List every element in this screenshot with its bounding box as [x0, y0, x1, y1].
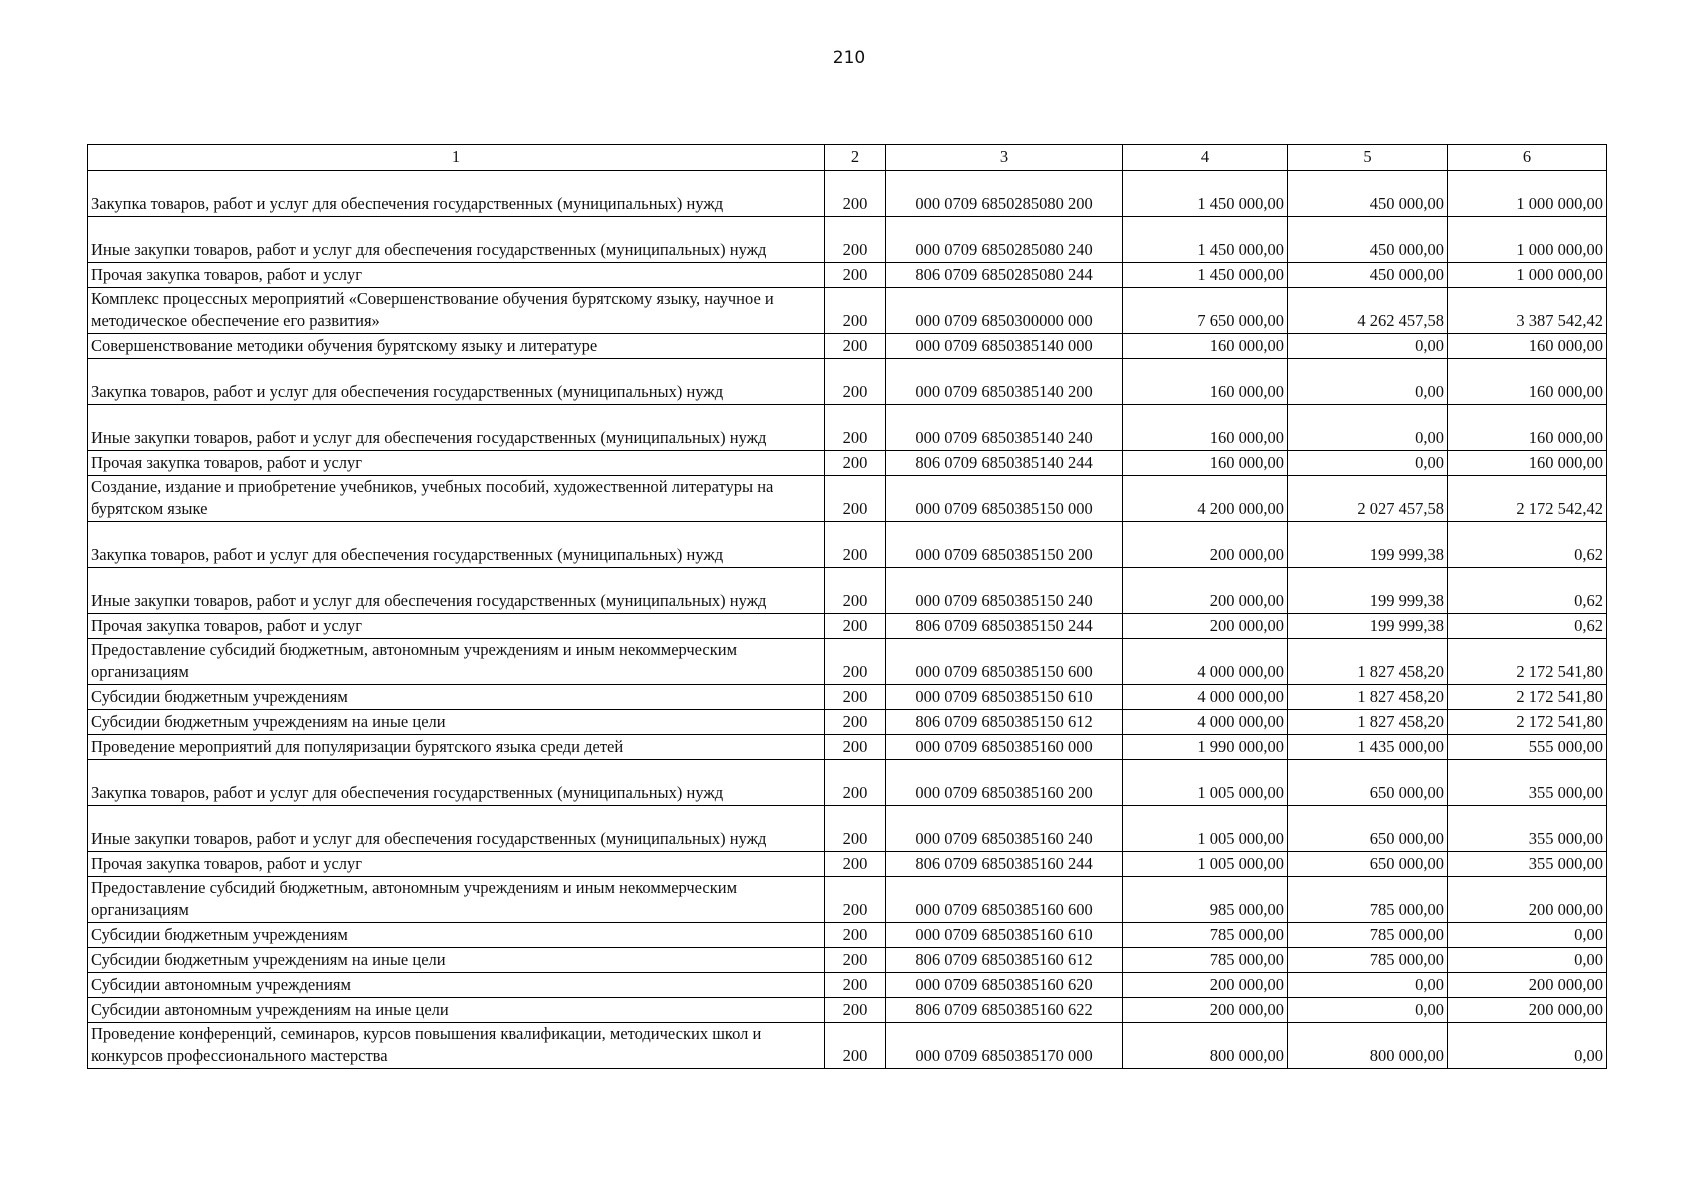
row-value-col4: 160 000,00 [1123, 359, 1288, 405]
row-classification-cell: 000 0709 6850385170 000 [886, 1023, 1123, 1069]
row-value-col6: 200 000,00 [1448, 877, 1607, 923]
row-name-cell: Иные закупки товаров, работ и услуг для обеспечения государственных (муниципальных) нужд [88, 405, 825, 451]
table-row [88, 685, 1607, 710]
row-code-cell: 200 [825, 735, 886, 760]
row-value-col4: 200 000,00 [1123, 568, 1288, 614]
table-row [88, 1023, 1607, 1069]
table-row [88, 760, 1607, 806]
row-value-col6: 160 000,00 [1448, 359, 1607, 405]
table-row [88, 359, 1607, 405]
row-value-col6: 3 387 542,42 [1448, 288, 1607, 334]
row-code-cell: 200 [825, 614, 886, 639]
table-row [88, 639, 1607, 685]
row-value-col4: 160 000,00 [1123, 334, 1288, 359]
row-value-col5: 199 999,38 [1288, 522, 1448, 568]
row-classification-cell: 806 0709 6850385160 622 [886, 998, 1123, 1023]
row-value-col4: 4 000 000,00 [1123, 710, 1288, 735]
table-row [88, 735, 1607, 760]
row-value-col5: 0,00 [1288, 973, 1448, 998]
row-code-cell: 200 [825, 217, 886, 263]
row-classification-cell: 000 0709 6850385160 610 [886, 923, 1123, 948]
row-value-col4: 1 450 000,00 [1123, 263, 1288, 288]
row-name-cell: Прочая закупка товаров, работ и услуг [88, 451, 825, 476]
row-classification-cell: 000 0709 6850385140 200 [886, 359, 1123, 405]
row-name-cell: Прочая закупка товаров, работ и услуг [88, 614, 825, 639]
row-name-cell: Субсидии автономным учреждениям [88, 973, 825, 998]
row-code-cell: 200 [825, 522, 886, 568]
row-value-col5: 450 000,00 [1288, 217, 1448, 263]
table-row [88, 973, 1607, 998]
row-name-cell: Субсидии бюджетным учреждениям [88, 923, 825, 948]
row-value-col5: 1 435 000,00 [1288, 735, 1448, 760]
row-value-col5: 800 000,00 [1288, 1023, 1448, 1069]
row-value-col6: 160 000,00 [1448, 451, 1607, 476]
row-value-col6: 555 000,00 [1448, 735, 1607, 760]
row-classification-cell: 000 0709 6850385150 240 [886, 568, 1123, 614]
row-classification-cell: 000 0709 6850385150 600 [886, 639, 1123, 685]
table-row [88, 288, 1607, 334]
row-name-cell: Субсидии автономным учреждениям на иные цели [88, 998, 825, 1023]
budget-table [87, 144, 1607, 1069]
row-value-col4: 1 450 000,00 [1123, 217, 1288, 263]
row-name-cell: Прочая закупка товаров, работ и услуг [88, 263, 825, 288]
column-header: 2 [825, 145, 886, 171]
row-value-col5: 199 999,38 [1288, 568, 1448, 614]
row-code-cell: 200 [825, 171, 886, 217]
row-code-cell: 200 [825, 288, 886, 334]
row-classification-cell: 000 0709 6850385160 620 [886, 973, 1123, 998]
row-name-cell: Закупка товаров, работ и услуг для обеспечения государственных (муниципальных) нужд [88, 359, 825, 405]
row-value-col4: 985 000,00 [1123, 877, 1288, 923]
column-header: 6 [1448, 145, 1607, 171]
column-header: 3 [886, 145, 1123, 171]
row-name-cell: Проведение конференций, семинаров, курсов повышения квалификации, методических школ и конкурсов профессионального мастерства [88, 1023, 825, 1069]
row-value-col4: 160 000,00 [1123, 405, 1288, 451]
row-classification-cell: 000 0709 6850385140 240 [886, 405, 1123, 451]
row-value-col4: 200 000,00 [1123, 614, 1288, 639]
row-value-col6: 160 000,00 [1448, 405, 1607, 451]
row-name-cell: Субсидии бюджетным учреждениям на иные цели [88, 710, 825, 735]
table-row [88, 877, 1607, 923]
row-value-col6: 355 000,00 [1448, 760, 1607, 806]
row-value-col5: 1 827 458,20 [1288, 685, 1448, 710]
row-value-col6: 0,62 [1448, 568, 1607, 614]
page-number: 210 [832, 48, 866, 68]
row-classification-cell: 000 0709 6850385150 200 [886, 522, 1123, 568]
row-classification-cell: 806 0709 6850285080 244 [886, 263, 1123, 288]
row-name-cell: Закупка товаров, работ и услуг для обеспечения государственных (муниципальных) нужд [88, 522, 825, 568]
row-value-col6: 1 000 000,00 [1448, 171, 1607, 217]
row-classification-cell: 000 0709 6850385150 000 [886, 476, 1123, 522]
row-value-col6: 0,00 [1448, 1023, 1607, 1069]
column-header: 4 [1123, 145, 1288, 171]
row-name-cell: Субсидии бюджетным учреждениям [88, 685, 825, 710]
row-value-col4: 800 000,00 [1123, 1023, 1288, 1069]
row-code-cell: 200 [825, 359, 886, 405]
row-value-col4: 200 000,00 [1123, 998, 1288, 1023]
row-name-cell: Закупка товаров, работ и услуг для обеспечения государственных (муниципальных) нужд [88, 171, 825, 217]
row-value-col4: 4 200 000,00 [1123, 476, 1288, 522]
row-value-col4: 7 650 000,00 [1123, 288, 1288, 334]
row-value-col5: 0,00 [1288, 405, 1448, 451]
row-value-col6: 200 000,00 [1448, 973, 1607, 998]
row-name-cell: Иные закупки товаров, работ и услуг для обеспечения государственных (муниципальных) нужд [88, 568, 825, 614]
row-value-col4: 200 000,00 [1123, 973, 1288, 998]
row-value-col4: 4 000 000,00 [1123, 639, 1288, 685]
table-row [88, 217, 1607, 263]
row-classification-cell: 806 0709 6850385160 612 [886, 948, 1123, 973]
table-row [88, 806, 1607, 852]
row-name-cell: Субсидии бюджетным учреждениям на иные цели [88, 948, 825, 973]
table-row [88, 171, 1607, 217]
row-code-cell: 200 [825, 877, 886, 923]
table-row [88, 852, 1607, 877]
row-classification-cell: 806 0709 6850385150 244 [886, 614, 1123, 639]
row-name-cell: Создание, издание и приобретение учебников, учебных пособий, художественной литературы на бурятском языке [88, 476, 825, 522]
table-header-row [88, 145, 1607, 171]
row-code-cell: 200 [825, 263, 886, 288]
table-row [88, 263, 1607, 288]
row-classification-cell: 000 0709 6850385150 610 [886, 685, 1123, 710]
table-body [88, 171, 1607, 1069]
row-value-col6: 2 172 542,42 [1448, 476, 1607, 522]
row-value-col6: 0,62 [1448, 614, 1607, 639]
row-value-col5: 4 262 457,58 [1288, 288, 1448, 334]
row-classification-cell: 000 0709 6850300000 000 [886, 288, 1123, 334]
row-code-cell: 200 [825, 334, 886, 359]
table-row [88, 476, 1607, 522]
table-row [88, 522, 1607, 568]
row-value-col4: 1 005 000,00 [1123, 852, 1288, 877]
table-row [88, 710, 1607, 735]
row-name-cell: Прочая закупка товаров, работ и услуг [88, 852, 825, 877]
row-code-cell: 200 [825, 710, 886, 735]
row-classification-cell: 000 0709 6850285080 200 [886, 171, 1123, 217]
row-name-cell: Совершенствование методики обучения бурятскому языку и литературе [88, 334, 825, 359]
row-value-col6: 200 000,00 [1448, 998, 1607, 1023]
row-classification-cell: 000 0709 6850385160 200 [886, 760, 1123, 806]
row-classification-cell: 806 0709 6850385150 612 [886, 710, 1123, 735]
row-value-col4: 1 005 000,00 [1123, 760, 1288, 806]
row-name-cell: Комплекс процессных мероприятий «Совершенствование обучения бурятскому языку, научное и методическое обеспечение его развития» [88, 288, 825, 334]
row-value-col5: 450 000,00 [1288, 263, 1448, 288]
row-value-col5: 2 027 457,58 [1288, 476, 1448, 522]
row-value-col4: 160 000,00 [1123, 451, 1288, 476]
row-code-cell: 200 [825, 948, 886, 973]
row-value-col6: 0,62 [1448, 522, 1607, 568]
row-classification-cell: 000 0709 6850285080 240 [886, 217, 1123, 263]
row-code-cell: 200 [825, 760, 886, 806]
row-value-col5: 0,00 [1288, 359, 1448, 405]
table-row [88, 948, 1607, 973]
row-code-cell: 200 [825, 685, 886, 710]
row-classification-cell: 000 0709 6850385140 000 [886, 334, 1123, 359]
row-value-col6: 0,00 [1448, 948, 1607, 973]
row-code-cell: 200 [825, 998, 886, 1023]
row-name-cell: Проведение мероприятий для популяризации бурятского языка среди детей [88, 735, 825, 760]
row-code-cell: 200 [825, 923, 886, 948]
row-name-cell: Предоставление субсидий бюджетным, автономным учреждениям и иным некоммерческим организациям [88, 877, 825, 923]
row-value-col6: 2 172 541,80 [1448, 685, 1607, 710]
row-code-cell: 200 [825, 806, 886, 852]
row-value-col6: 2 172 541,80 [1448, 710, 1607, 735]
row-value-col4: 200 000,00 [1123, 522, 1288, 568]
column-header: 1 [88, 145, 825, 171]
row-value-col6: 0,00 [1448, 923, 1607, 948]
row-name-cell: Предоставление субсидий бюджетным, автономным учреждениям и иным некоммерческим организациям [88, 639, 825, 685]
row-value-col5: 0,00 [1288, 451, 1448, 476]
row-value-col6: 160 000,00 [1448, 334, 1607, 359]
table-row [88, 568, 1607, 614]
row-value-col5: 650 000,00 [1288, 852, 1448, 877]
row-code-cell: 200 [825, 973, 886, 998]
row-value-col5: 650 000,00 [1288, 806, 1448, 852]
table-row [88, 923, 1607, 948]
row-name-cell: Иные закупки товаров, работ и услуг для обеспечения государственных (муниципальных) нужд [88, 806, 825, 852]
row-value-col5: 650 000,00 [1288, 760, 1448, 806]
row-value-col4: 785 000,00 [1123, 923, 1288, 948]
row-code-cell: 200 [825, 405, 886, 451]
row-name-cell: Закупка товаров, работ и услуг для обеспечения государственных (муниципальных) нужд [88, 760, 825, 806]
row-code-cell: 200 [825, 451, 886, 476]
row-classification-cell: 806 0709 6850385160 244 [886, 852, 1123, 877]
row-value-col4: 785 000,00 [1123, 948, 1288, 973]
row-value-col5: 450 000,00 [1288, 171, 1448, 217]
row-value-col4: 1 990 000,00 [1123, 735, 1288, 760]
row-value-col5: 1 827 458,20 [1288, 710, 1448, 735]
column-header: 5 [1288, 145, 1448, 171]
row-code-cell: 200 [825, 568, 886, 614]
row-value-col5: 0,00 [1288, 334, 1448, 359]
row-classification-cell: 806 0709 6850385140 244 [886, 451, 1123, 476]
row-classification-cell: 000 0709 6850385160 000 [886, 735, 1123, 760]
row-code-cell: 200 [825, 1023, 886, 1069]
row-value-col4: 1 450 000,00 [1123, 171, 1288, 217]
row-code-cell: 200 [825, 476, 886, 522]
row-classification-cell: 000 0709 6850385160 600 [886, 877, 1123, 923]
table-row [88, 451, 1607, 476]
row-code-cell: 200 [825, 852, 886, 877]
row-value-col5: 0,00 [1288, 998, 1448, 1023]
row-value-col6: 2 172 541,80 [1448, 639, 1607, 685]
row-value-col6: 1 000 000,00 [1448, 263, 1607, 288]
row-value-col5: 1 827 458,20 [1288, 639, 1448, 685]
table-row [88, 405, 1607, 451]
row-code-cell: 200 [825, 639, 886, 685]
row-value-col5: 785 000,00 [1288, 923, 1448, 948]
row-value-col4: 1 005 000,00 [1123, 806, 1288, 852]
table-row [88, 998, 1607, 1023]
row-value-col6: 355 000,00 [1448, 806, 1607, 852]
table-row [88, 334, 1607, 359]
table-row [88, 614, 1607, 639]
row-value-col6: 1 000 000,00 [1448, 217, 1607, 263]
row-value-col6: 355 000,00 [1448, 852, 1607, 877]
row-value-col5: 199 999,38 [1288, 614, 1448, 639]
row-value-col4: 4 000 000,00 [1123, 685, 1288, 710]
row-value-col5: 785 000,00 [1288, 877, 1448, 923]
row-classification-cell: 000 0709 6850385160 240 [886, 806, 1123, 852]
row-value-col5: 785 000,00 [1288, 948, 1448, 973]
row-name-cell: Иные закупки товаров, работ и услуг для обеспечения государственных (муниципальных) нужд [88, 217, 825, 263]
